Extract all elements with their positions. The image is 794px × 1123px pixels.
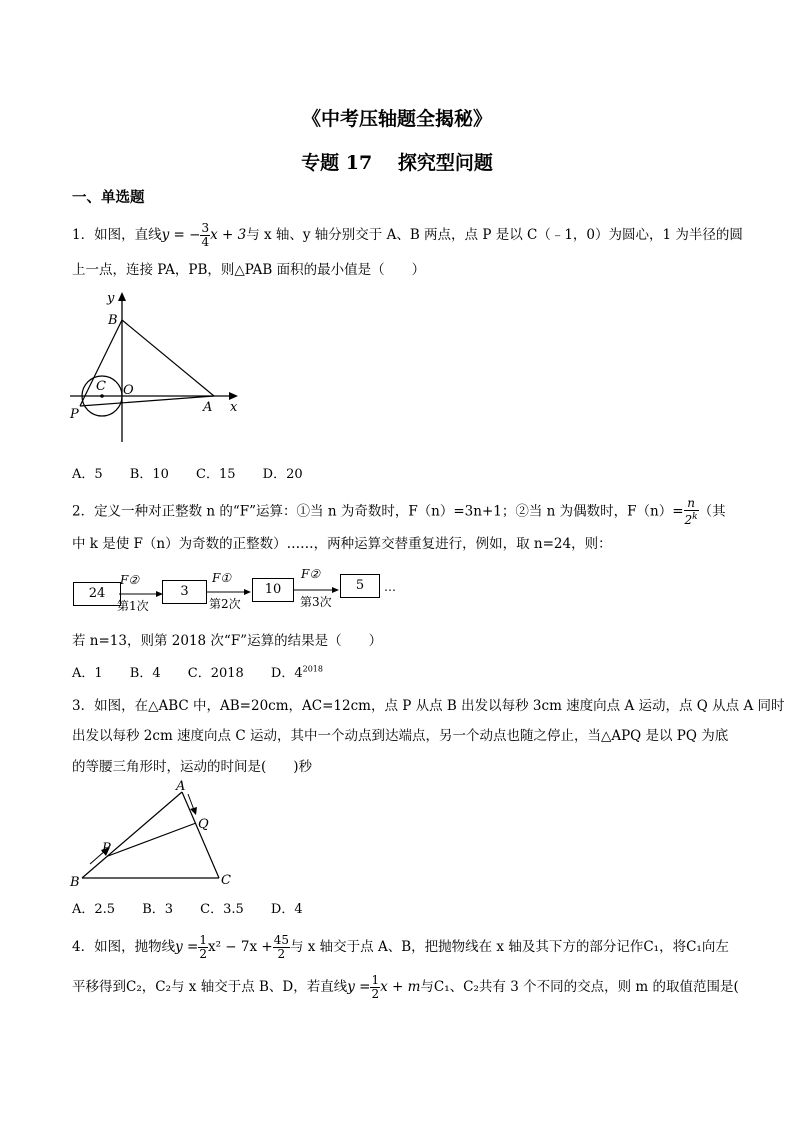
q3-label-Q: Q [198, 817, 209, 832]
q3-line1: 3．如图，在△ABC 中，AB=20cm，AC=12cm，点 P 从点 B 出发以每秒 3cm 速度向点 A 运动，点 Q 从点 A 同时 [72, 698, 785, 714]
q3-line3: 的等腰三角形时，运动的时间是( )秒 [72, 759, 313, 775]
q1-line2: 上一点，连接 PA，PB，则△PAB 面积的最小值是（ ） [72, 262, 426, 278]
q3-options: A．2.5 B．3 C．3.5 D．4 [72, 902, 303, 917]
q3-line2: 出发以每秒 2cm 速度向点 C 运动，其中一个动点到达端点，另一个动点也随之停止，当△APQ 是以 PQ 为底 [72, 728, 729, 744]
q4-c1-b: C₁ [686, 939, 702, 955]
q1-segment-BA [122, 320, 214, 396]
q3-label-B: B [70, 875, 80, 890]
q4-fraction-2: $\frac{45}{2}$ [273, 933, 289, 961]
q2-options: A．1 B．4 C．2018 D．$4^{2018}$ [72, 664, 323, 681]
q3-segment-PQ [108, 823, 196, 856]
flow-arrowhead-3 [332, 587, 339, 593]
q4-fraction-3: $\frac{1}{2}$ [371, 973, 380, 1001]
q3-side-AC [182, 792, 219, 878]
flow-box-1: 24 [73, 582, 121, 606]
flow-op-1: F② [120, 573, 140, 587]
flow-box-2: 3 [162, 580, 207, 604]
flow-box-4: 5 [340, 574, 380, 598]
flow-arrowhead-1 [156, 591, 163, 597]
q2-line2: 中 k 是使 F（n）为奇数的正整数）……，两种运算交替重复进行，例如，取 n=24，则： [72, 536, 612, 552]
q2-line3: 若 n=13，则第 2018 次“F”运算的结果是（ ） [72, 633, 383, 649]
flow-step-2: 第2次 [209, 597, 241, 611]
flow-op-2: F① [212, 571, 232, 585]
q1-label-x: x [230, 400, 238, 415]
section-heading: 一、单选题 [72, 189, 145, 206]
q1-center-dot [100, 394, 104, 398]
q3-label-P: P [102, 841, 111, 856]
q4-line1: 4．如图，抛物线y = $\frac{1}{2}$ x² − 7x + $\frac{45}{2}$ 与 x 轴交于点 A、B，把抛物线在 x 轴及其下方的部分记作C₁，将C₁向左 [72, 933, 729, 961]
document-title: 《中考压轴题全揭秘》 [301, 108, 492, 130]
q1-line1: 1．如图，直线y = − $\frac{3}{4}$ x + 3与 x 轴、y 轴分别交于 A、B 两点，点 P 是以 C（﹣1，0）为圆心，1 为半径的圆 [72, 221, 743, 249]
q4-c1-a: C₁ [643, 939, 660, 955]
flow-step-1: 第1次 [117, 599, 149, 613]
q4-c2-c: C₂ [463, 979, 479, 995]
q3-side-AB [82, 792, 182, 878]
q4-line2: 平移得到C₂，C₂与 x 轴交于点 B、D，若直线y = $\frac{1}{2}$ x + m与C₁、C₂共有 3 个不同的交点，则 m 的取值范围是( [72, 973, 739, 1001]
q1-label-B: B [108, 313, 118, 328]
q2-line1: 2．定义一种对正整数 n 的“F”运算：①当 n 为奇数时，F（n）=3n+1；②当 n 为偶数时，F（n）= $\frac{n}{2^k}$ （其 [72, 496, 726, 527]
q1-x-arrow [229, 392, 238, 400]
q2-option-d-value: $4^{2018}$ [294, 664, 323, 681]
q4-fraction-1: $\frac{1}{2}$ [199, 933, 207, 961]
q1-label-A: A [203, 400, 213, 415]
q4-c1-c: C₁ [433, 979, 450, 995]
q3-label-C: C [221, 873, 231, 888]
q3-figure [66, 780, 246, 890]
q1-options: A．5 B．10 C．15 D．20 [72, 467, 303, 482]
q1-y-arrow [118, 292, 126, 301]
q1-equation-y: y = − [161, 227, 201, 243]
q4-c2-b: C₂ [155, 979, 171, 995]
document-subtitle: 专题 17 探究型问题 [301, 152, 493, 174]
q4-c2-a: C₂ [126, 979, 142, 995]
q1-figure [66, 290, 246, 448]
flow-box-3: 10 [252, 578, 294, 602]
q1-label-y: y [107, 291, 115, 306]
q1-label-P: P [70, 407, 79, 422]
flow-ellipsis: … [384, 580, 396, 594]
q1-segment-PA [80, 396, 214, 406]
q1-label-O: O [123, 383, 134, 398]
q2-fraction: $\frac{n}{2^k}$ [684, 496, 698, 527]
q1-fraction: $\frac{3}{4}$ [201, 221, 210, 249]
q1-label-C: C [96, 379, 106, 394]
q3-label-A: A [176, 780, 186, 794]
flow-arrowhead-2 [244, 589, 251, 595]
flow-op-3: F② [301, 567, 321, 581]
flow-step-3: 第3次 [300, 595, 332, 609]
